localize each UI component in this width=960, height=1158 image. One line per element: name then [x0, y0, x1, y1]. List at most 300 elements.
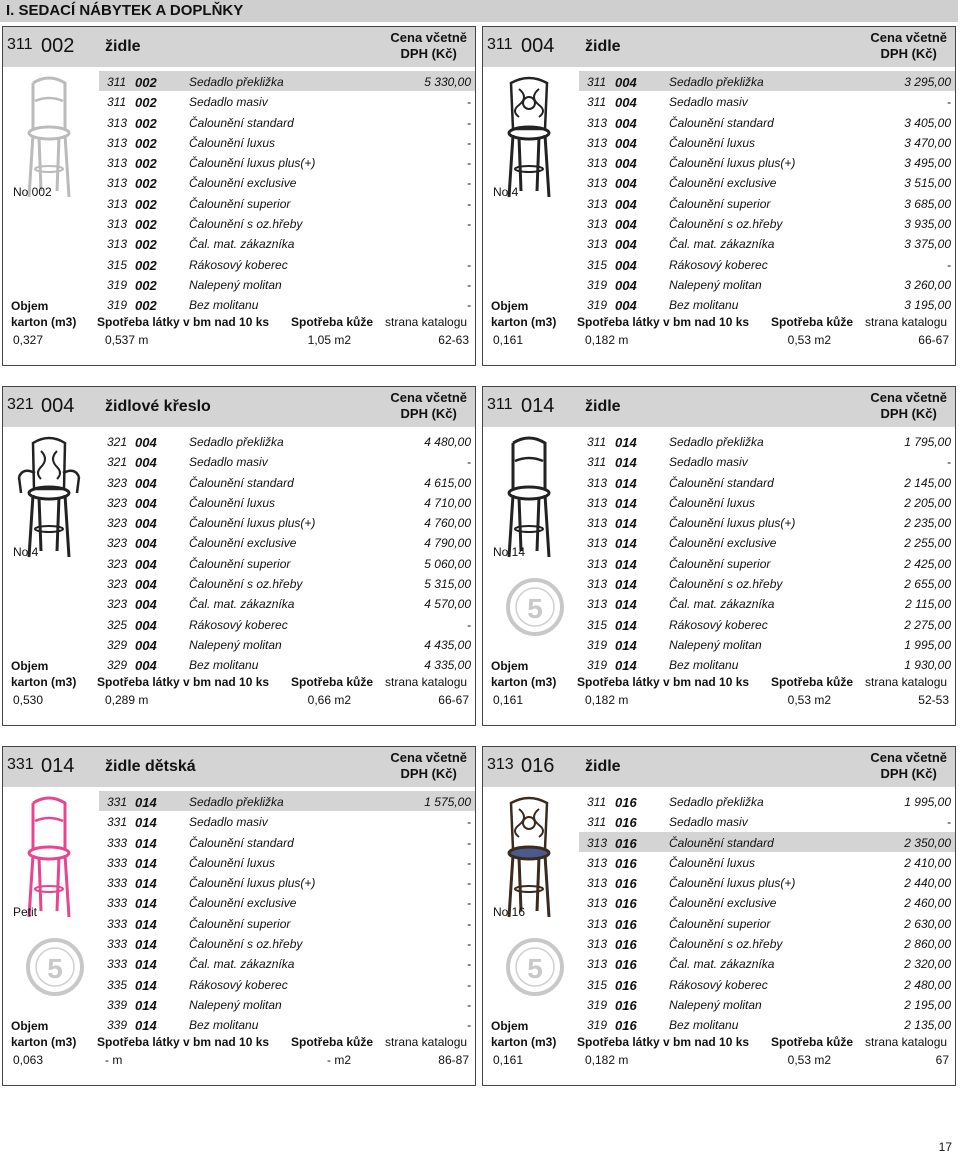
- price-row: [579, 274, 955, 294]
- price-row: [99, 614, 475, 634]
- price-row: [579, 532, 955, 552]
- row-price: 2 410,00: [904, 855, 951, 870]
- svg-text:5: 5: [527, 593, 543, 624]
- row-code: 002: [135, 176, 157, 192]
- price-heading: [870, 750, 947, 782]
- footer-karton-label: karton (m3): [491, 315, 557, 329]
- footer-leather-label: Spotřeba kůže: [291, 675, 374, 689]
- footer-objem-label: Objem: [491, 299, 529, 313]
- warranty-badge-icon: [505, 937, 565, 997]
- row-variant: Čalounění luxus: [189, 135, 276, 150]
- row-price: -: [467, 1018, 471, 1033]
- chair-image: [489, 433, 569, 563]
- row-variant: Nalepený molitan: [669, 997, 762, 1012]
- price-row: [99, 512, 475, 532]
- price-row: [579, 472, 955, 492]
- row-code: 004: [615, 156, 637, 172]
- price-heading: [390, 390, 467, 422]
- price-row: [99, 553, 475, 573]
- price-row: [99, 593, 475, 613]
- product-name: židle: [105, 38, 141, 55]
- row-code: 014: [135, 815, 157, 831]
- page-title: I. SEDACÍ NÁBYTEK A DOPLŇKY: [0, 0, 958, 22]
- row-variant: Nalepený molitan: [189, 997, 282, 1012]
- row-price: 5 315,00: [424, 577, 471, 592]
- row-variant: Sedadlo masiv: [189, 95, 268, 110]
- row-prefix: 313: [107, 115, 128, 130]
- row-code: 016: [615, 896, 637, 912]
- row-code: 002: [135, 156, 157, 172]
- row-variant: Čalounění luxus: [189, 855, 276, 870]
- product-panel: [482, 746, 956, 1086]
- row-prefix: 313: [107, 217, 128, 232]
- product-prefix: 313: [487, 756, 514, 773]
- row-variant: Rákosový koberec: [189, 257, 288, 272]
- row-variant: Čal. mat. zákazníka: [669, 237, 775, 252]
- row-variant: Čal. mat. zákazníka: [189, 597, 295, 612]
- price-row: [99, 1014, 475, 1034]
- row-price: -: [467, 815, 471, 830]
- row-code: 002: [135, 95, 157, 111]
- product-prefix: 321: [7, 396, 34, 413]
- row-prefix: 311: [107, 75, 127, 89]
- row-price: 4 480,00: [424, 435, 471, 449]
- row-code: 014: [135, 997, 157, 1013]
- price-row: [99, 832, 475, 852]
- row-price: 2 235,00: [904, 516, 951, 531]
- row-code: 016: [615, 997, 637, 1013]
- row-prefix: 333: [107, 916, 128, 931]
- product-code: 004: [521, 35, 555, 57]
- row-price: -: [467, 855, 471, 870]
- row-price: 3 495,00: [904, 156, 951, 171]
- row-variant: Čalounění exclusive: [189, 536, 297, 551]
- row-price: -: [467, 997, 471, 1012]
- price-heading-line1: Cena včetně: [870, 390, 947, 405]
- footer-karton-label: karton (m3): [11, 675, 77, 689]
- price-row: [579, 974, 955, 994]
- row-code: 004: [615, 217, 637, 233]
- svg-text:5: 5: [527, 953, 543, 984]
- row-variant: Čalounění superior: [669, 196, 771, 211]
- footer-fabric-label: Spotřeba látky v bm nad 10 ks: [97, 1035, 270, 1049]
- row-variant: Čalounění luxus: [189, 495, 276, 510]
- row-price: -: [467, 156, 471, 171]
- row-variant: Čalounění luxus: [669, 135, 756, 150]
- price-row: [579, 152, 955, 172]
- row-prefix: 321: [107, 435, 128, 449]
- row-variant: Sedadlo masiv: [669, 815, 748, 830]
- price-row: [579, 553, 955, 573]
- row-variant: Sedadlo překližka: [669, 435, 764, 449]
- row-variant: Sedadlo masiv: [669, 455, 748, 470]
- price-table: [579, 431, 955, 675]
- row-prefix: 323: [107, 475, 128, 490]
- row-prefix: 323: [107, 556, 128, 571]
- price-row: [579, 71, 955, 91]
- price-row: [579, 431, 955, 451]
- price-row: [99, 152, 475, 172]
- row-variant: Čalounění luxus plus(+): [669, 516, 796, 531]
- row-prefix: 333: [107, 957, 128, 972]
- price-heading-line2: DPH (Kč): [880, 46, 937, 61]
- row-code: 004: [135, 658, 157, 674]
- price-row: [99, 91, 475, 111]
- price-row: [99, 913, 475, 933]
- row-prefix: 313: [587, 495, 608, 510]
- row-code: 014: [135, 937, 157, 953]
- footer-objem-label: Objem: [11, 1019, 49, 1033]
- row-price: 2 860,00: [904, 937, 951, 952]
- price-row: [99, 193, 475, 213]
- row-code: 004: [135, 435, 157, 450]
- footer-objem-label: Objem: [11, 299, 49, 313]
- row-price: 3 260,00: [904, 277, 951, 292]
- row-price: -: [467, 916, 471, 931]
- row-prefix: 339: [107, 1018, 128, 1033]
- price-row: [579, 91, 955, 111]
- warranty-badge-icon: [25, 937, 85, 997]
- row-prefix: 313: [587, 876, 608, 891]
- row-code: 002: [135, 196, 157, 212]
- row-prefix: 323: [107, 516, 128, 531]
- row-prefix: 313: [587, 156, 608, 171]
- row-price: -: [947, 95, 951, 110]
- fabric-value: 0,182 m: [585, 693, 629, 707]
- row-price: 2 205,00: [904, 495, 951, 510]
- product-panel: [482, 386, 956, 726]
- row-price: 2 195,00: [904, 997, 951, 1012]
- row-variant: Sedadlo překližka: [669, 75, 764, 89]
- row-variant: Čalounění superior: [669, 556, 771, 571]
- price-row: [99, 994, 475, 1014]
- footer-catalog-label: strana katalogu: [385, 675, 468, 689]
- footer-fabric-label: Spotřeba látky v bm nad 10 ks: [97, 315, 270, 329]
- row-prefix: 313: [587, 176, 608, 191]
- row-prefix: 313: [107, 135, 128, 150]
- row-price: -: [467, 957, 471, 972]
- product-code: 014: [41, 755, 75, 777]
- row-prefix: 333: [107, 937, 128, 952]
- row-price: 2 480,00: [904, 977, 951, 992]
- row-code: 014: [135, 957, 157, 973]
- row-code: 004: [135, 536, 157, 552]
- row-code: 004: [135, 597, 157, 613]
- footer-objem-label: Objem: [11, 659, 49, 673]
- row-code: 016: [615, 815, 637, 831]
- price-row: [579, 994, 955, 1014]
- row-variant: Sedadlo překližka: [669, 795, 764, 809]
- product-prefix: 311: [487, 396, 513, 413]
- price-row: [99, 112, 475, 132]
- row-variant: Čalounění superior: [189, 196, 291, 211]
- price-heading: [870, 30, 947, 62]
- row-code: 014: [615, 536, 637, 552]
- footer-catalog-label: strana katalogu: [865, 315, 948, 329]
- row-code: 014: [135, 916, 157, 932]
- row-code: 002: [135, 135, 157, 151]
- row-code: 014: [615, 495, 637, 511]
- product-name: židle: [585, 398, 621, 415]
- row-prefix: 319: [107, 298, 128, 313]
- row-price: 1 575,00: [424, 795, 471, 809]
- row-variant: Bez molitanu: [189, 658, 259, 673]
- row-variant: Čalounění standard: [189, 475, 294, 490]
- row-variant: Bez molitanu: [189, 298, 259, 313]
- footer-leather-label: Spotřeba kůže: [771, 315, 854, 329]
- row-prefix: 313: [587, 135, 608, 150]
- row-code: 002: [135, 277, 157, 293]
- row-price: 3 375,00: [904, 237, 951, 252]
- row-variant: Nalepený molitan: [189, 277, 282, 292]
- chair-image: [489, 793, 569, 923]
- row-code: 004: [135, 637, 157, 653]
- price-heading-line1: Cena včetně: [870, 30, 947, 45]
- volume-value: 0,161: [493, 693, 524, 707]
- price-heading-line1: Cena včetně: [390, 30, 467, 45]
- price-table: [99, 791, 475, 1035]
- row-code: 014: [135, 876, 157, 892]
- footer-objem-label: Objem: [491, 1019, 529, 1033]
- footer-fabric-label: Spotřeba látky v bm nad 10 ks: [577, 315, 750, 329]
- row-variant: Rákosový koberec: [669, 257, 768, 272]
- row-prefix: 319: [587, 298, 608, 313]
- catalog-page-value: 66-67: [438, 693, 469, 707]
- footer-karton-label: karton (m3): [11, 315, 77, 329]
- row-code: 014: [135, 795, 157, 810]
- row-variant: Čal. mat. zákazníka: [189, 957, 295, 972]
- row-code: 002: [135, 257, 157, 273]
- row-code: 016: [615, 977, 637, 993]
- row-price: 5 330,00: [424, 75, 471, 89]
- leather-value: 0,53 m2: [787, 1053, 831, 1067]
- product-code: 002: [41, 35, 75, 57]
- price-row: [579, 913, 955, 933]
- row-prefix: 313: [587, 577, 608, 592]
- footer-leather-label: Spotřeba kůže: [291, 1035, 374, 1049]
- row-prefix: 321: [107, 455, 128, 470]
- fabric-value: 0,182 m: [585, 333, 629, 347]
- row-variant: Bez molitanu: [669, 1018, 739, 1033]
- price-row: [579, 512, 955, 532]
- row-variant: Čalounění s oz.hřeby: [669, 217, 783, 232]
- price-row: [579, 832, 955, 852]
- fabric-value: - m: [105, 1053, 123, 1067]
- row-price: 3 295,00: [904, 75, 951, 89]
- row-variant: Čalounění s oz.hřeby: [669, 937, 783, 952]
- price-row: [579, 492, 955, 512]
- row-variant: Sedadlo překližka: [189, 75, 284, 89]
- footer-catalog-label: strana katalogu: [865, 675, 948, 689]
- price-row: [579, 573, 955, 593]
- row-prefix: 329: [107, 658, 128, 673]
- panel-header: [3, 747, 475, 787]
- price-heading-line1: Cena včetně: [390, 750, 467, 765]
- footer-fabric-label: Spotřeba látky v bm nad 10 ks: [97, 675, 270, 689]
- row-price: 1 795,00: [904, 435, 951, 449]
- row-prefix: 319: [587, 1018, 608, 1033]
- panel-header: [483, 387, 955, 427]
- row-price: -: [947, 257, 951, 272]
- price-heading-line1: Cena včetně: [870, 750, 947, 765]
- row-code: 014: [615, 617, 637, 633]
- row-variant: Rákosový koberec: [189, 977, 288, 992]
- row-price: 2 630,00: [904, 916, 951, 931]
- price-row: [579, 593, 955, 613]
- row-code: 016: [615, 916, 637, 932]
- row-prefix: 331: [107, 815, 128, 830]
- price-row: [579, 892, 955, 912]
- price-row: [579, 1014, 955, 1034]
- footer-objem-label: Objem: [491, 659, 529, 673]
- fabric-value: 0,537 m: [105, 333, 149, 347]
- row-prefix: 315: [587, 617, 608, 632]
- price-row: [579, 791, 955, 811]
- row-price: -: [467, 937, 471, 952]
- price-table: [99, 71, 475, 315]
- row-variant: Čalounění s oz.hřeby: [189, 217, 303, 232]
- volume-value: 0,161: [493, 1053, 524, 1067]
- price-row: [99, 532, 475, 552]
- row-price: -: [467, 835, 471, 850]
- row-prefix: 319: [107, 277, 128, 292]
- row-price: 1 995,00: [904, 795, 951, 809]
- price-heading: [390, 750, 467, 782]
- row-variant: Nalepený molitan: [189, 637, 282, 652]
- model-label: No 4: [493, 185, 519, 199]
- row-prefix: 323: [107, 597, 128, 612]
- product-prefix: 311: [7, 36, 33, 53]
- row-prefix: 313: [587, 896, 608, 911]
- row-variant: Čalounění luxus plus(+): [669, 876, 796, 891]
- price-row: [579, 132, 955, 152]
- row-code: 016: [615, 855, 637, 871]
- row-price: 3 470,00: [904, 135, 951, 150]
- row-code: 004: [615, 75, 637, 90]
- row-prefix: 311: [587, 95, 607, 110]
- price-row: [99, 254, 475, 274]
- row-variant: Čal. mat. zákazníka: [669, 597, 775, 612]
- price-row: [99, 172, 475, 192]
- row-variant: Čalounění s oz.hřeby: [189, 577, 303, 592]
- row-prefix: 313: [587, 217, 608, 232]
- row-prefix: 333: [107, 896, 128, 911]
- catalog-page-value: 67: [935, 1053, 949, 1067]
- price-heading: [390, 30, 467, 62]
- price-row: [99, 492, 475, 512]
- row-variant: Čalounění standard: [189, 835, 294, 850]
- row-price: 4 710,00: [424, 495, 471, 510]
- price-row: [99, 634, 475, 654]
- row-price: 4 790,00: [424, 536, 471, 551]
- price-row: [579, 254, 955, 274]
- row-prefix: 313: [587, 115, 608, 130]
- price-row: [99, 472, 475, 492]
- catalog-page-value: 66-67: [918, 333, 949, 347]
- row-variant: Čalounění standard: [669, 115, 774, 130]
- row-code: 014: [135, 1018, 157, 1034]
- row-variant: Nalepený molitan: [669, 637, 762, 652]
- row-price: 2 320,00: [904, 957, 951, 972]
- row-price: 2 135,00: [904, 1018, 951, 1033]
- footer-catalog-label: strana katalogu: [385, 1035, 468, 1049]
- row-price: 4 760,00: [424, 516, 471, 531]
- price-row: [99, 953, 475, 973]
- model-label: Petit: [13, 905, 38, 919]
- footer-karton-label: karton (m3): [491, 1035, 557, 1049]
- panel-header: [3, 387, 475, 427]
- leather-value: 0,66 m2: [307, 693, 351, 707]
- row-price: -: [467, 135, 471, 150]
- row-price: 2 460,00: [904, 896, 951, 911]
- fabric-value: 0,289 m: [105, 693, 149, 707]
- product-name: židle: [585, 758, 621, 775]
- row-prefix: 313: [587, 556, 608, 571]
- row-prefix: 313: [587, 916, 608, 931]
- price-row: [99, 933, 475, 953]
- leather-value: 1,05 m2: [307, 333, 351, 347]
- row-price: 4 570,00: [424, 597, 471, 612]
- row-code: 016: [615, 876, 637, 892]
- row-price: 4 435,00: [424, 637, 471, 652]
- row-prefix: 325: [107, 617, 128, 632]
- row-price: 2 440,00: [904, 876, 951, 891]
- price-row: [579, 294, 955, 314]
- row-variant: Čalounění exclusive: [189, 896, 297, 911]
- leather-value: 0,53 m2: [787, 693, 831, 707]
- row-prefix: 339: [107, 997, 128, 1012]
- row-price: -: [947, 815, 951, 830]
- row-price: 4 335,00: [424, 658, 471, 673]
- volume-value: 0,063: [13, 1053, 44, 1067]
- row-price: 2 145,00: [904, 475, 951, 490]
- price-heading-line1: Cena včetně: [390, 390, 467, 405]
- row-prefix: 313: [107, 176, 128, 191]
- row-variant: Čalounění s oz.hřeby: [189, 937, 303, 952]
- warranty-badge-icon: [505, 577, 565, 637]
- row-variant: Čalounění exclusive: [189, 176, 297, 191]
- row-variant: Čalounění standard: [669, 835, 774, 850]
- price-row: [99, 213, 475, 233]
- price-row: [99, 132, 475, 152]
- row-price: -: [467, 115, 471, 130]
- row-prefix: 313: [587, 237, 608, 252]
- price-row: [579, 233, 955, 253]
- row-price: 2 255,00: [904, 536, 951, 551]
- price-row: [579, 654, 955, 674]
- row-variant: Rákosový koberec: [189, 617, 288, 632]
- row-code: 016: [615, 937, 637, 953]
- price-heading-line2: DPH (Kč): [400, 406, 457, 421]
- product-name: židle: [585, 38, 621, 55]
- row-prefix: 319: [587, 277, 608, 292]
- price-row: [579, 451, 955, 471]
- price-row: [579, 872, 955, 892]
- leather-value: 0,53 m2: [787, 333, 831, 347]
- row-code: 016: [615, 957, 637, 973]
- row-code: 014: [615, 516, 637, 532]
- row-price: -: [467, 455, 471, 470]
- row-variant: Sedadlo překližka: [189, 435, 284, 449]
- catalog-page-value: 86-87: [438, 1053, 469, 1067]
- row-prefix: 319: [587, 637, 608, 652]
- chair-image: [9, 793, 89, 923]
- row-prefix: 313: [587, 196, 608, 211]
- row-price: -: [467, 277, 471, 292]
- price-row: [579, 614, 955, 634]
- row-variant: Čalounění luxus: [669, 495, 756, 510]
- row-variant: Čalounění superior: [669, 916, 771, 931]
